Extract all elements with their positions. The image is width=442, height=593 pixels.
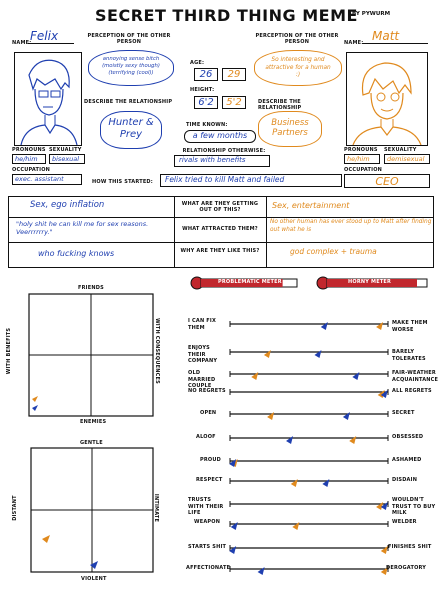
scale-right-label: BARELY TOLERATES (392, 349, 426, 362)
time-known-label: TIME KNOWN: (186, 122, 228, 128)
chart1-top-label: FRIENDS (78, 285, 104, 291)
height-right: 5'2 (222, 96, 246, 109)
scale-left-label: NO REGRETS (188, 388, 226, 394)
right-pronouns: he/him (344, 154, 380, 164)
age-right: 29 (222, 68, 246, 81)
scale-orange-marker (251, 372, 258, 380)
chart2 (30, 447, 154, 573)
qa-right-1: Sex, entertainment (272, 201, 350, 210)
scale-orange-marker (267, 412, 274, 420)
right-occupation: CEO (344, 174, 430, 188)
left-describe-label: DESCRIBE THE RELATIONSHIP (84, 99, 173, 105)
scale-left-label: PROUD (200, 457, 221, 463)
problematic-meter-label: PROBLEMATIC METER (218, 279, 282, 285)
right-sexuality-label: SEXUALITY (384, 147, 417, 153)
age-left: 26 (194, 68, 218, 81)
left-occupation-label: OCCUPATION (12, 167, 51, 173)
otherwise-label: RELATIONSHIP OTHERWISE: (182, 148, 266, 154)
scale-left-label: WEAPON (194, 519, 221, 525)
scale-left-label: ALOOF (196, 434, 216, 440)
qa-question-2: WHAT ATTRACTED THEM? (182, 226, 258, 232)
scale-right-label: DEROGATORY (386, 565, 427, 571)
left-sexuality-label: SEXUALITY (49, 147, 82, 153)
left-portrait (14, 52, 82, 146)
right-occupation-label: OCCUPATION (344, 167, 383, 173)
right-name: Matt (372, 29, 400, 43)
how-started-label: HOW THIS STARTED: (92, 179, 153, 185)
scale-blue-marker (343, 412, 350, 420)
scale-right-label: OBSESSED (392, 434, 424, 440)
left-describe: Hunter & Prey (100, 111, 162, 149)
how-started: Felix tried to kill Matt and failed (160, 174, 342, 187)
scale-right-label: MAKE THEM WORSE (392, 320, 428, 333)
qa-left-1: Sex, ego inflation (30, 200, 105, 210)
right-name-label: NAME: (344, 40, 364, 46)
scale-orange-marker (264, 350, 271, 358)
scale-right-label: WOULDN'T TRUST TO BUY MILK (392, 497, 436, 516)
scale-left-label: I CAN FIX THEM (188, 318, 216, 331)
scale-orange-marker (349, 436, 356, 444)
right-perception-label: PERCEPTION OF THE OTHER PERSON (255, 33, 339, 45)
scale-left-label: OPEN (200, 410, 217, 416)
chart1-left-label: WITH BENEFITS (6, 327, 13, 375)
time-known: a few months (184, 130, 256, 143)
page-title: SECRET THIRD THING MEME (95, 6, 358, 25)
qa-question-1: WHAT ARE THEY GETTING OUT OF THIS? (181, 201, 259, 213)
right-pronouns-label: PRONOUNS (344, 147, 378, 153)
scale-blue-marker (314, 350, 321, 358)
otherwise: rivals with benefits (174, 155, 270, 167)
scale-right-label: FAIR-WEATHER ACQUAINTANCE (392, 370, 439, 383)
scale-blue-marker (352, 372, 359, 380)
chart1-bottom-label: ENEMIES (80, 419, 107, 425)
scale-orange-marker (292, 522, 299, 530)
scale-left-label: STARTS SHIT (188, 544, 227, 550)
scale-blue-marker (286, 436, 293, 444)
chart2-right-label: INTIMATE (153, 493, 160, 523)
scale-left-label: RESPECT (196, 477, 223, 483)
scale-right-label: FINISHES SHIT (388, 544, 432, 550)
scale-left-label: OLD MARRIED COUPLE (188, 370, 216, 389)
right-portrait (346, 52, 428, 146)
chart1 (28, 293, 154, 417)
scale-right-label: ALL REGRETS (392, 388, 432, 394)
scale-left-label: ENJOYS THEIR COMPANY (188, 345, 218, 364)
chart1-right-label: WITH CONSEQUENCES (153, 318, 160, 384)
scale-blue-marker (321, 322, 328, 330)
scale-right-label: ASHAMED (392, 457, 422, 463)
qa-left-3: who fucking knows (38, 249, 115, 258)
scale-orange-marker (291, 479, 298, 487)
scale-orange-marker (376, 322, 383, 330)
scale-right-label: SECRET (392, 410, 415, 416)
scale-orange-marker (381, 546, 388, 554)
chart2-left-label: DISTANT (11, 495, 18, 521)
height-left: 6'2 (194, 96, 218, 109)
scale-blue-marker (322, 479, 329, 487)
left-name: Felix (30, 29, 59, 43)
scale-blue-marker (258, 567, 265, 575)
qa-right-3: god complex + trauma (290, 247, 377, 256)
byline: BY PYWURM (352, 11, 391, 17)
right-sexuality: demisexual (384, 154, 430, 164)
qa-right-2: No other human has ever stood up to Matt after finding out what he is (270, 219, 432, 233)
scale-left-label: TRUSTS WITH THEIR LIFE (188, 497, 224, 516)
qa-left-2: "holy shit he can kill me for sex reasons. Veerrrrrry." (16, 220, 149, 237)
horny-meter-label: HORNY METER (348, 279, 392, 285)
right-perception: So interesting and attractive for a human :) (254, 50, 342, 86)
right-describe: Business Partners (258, 111, 322, 147)
left-perception: annoying sense bitch (moistly sexy though) (terrifying (cool)) (88, 50, 174, 86)
scale-right-label: WELDER (392, 519, 417, 525)
scale-left-label: AFFECTIONATE (186, 565, 231, 571)
scale-orange-marker (376, 502, 383, 510)
scale-blue-marker (231, 522, 238, 530)
left-pronouns-label: PRONOUNS (12, 147, 46, 153)
height-label: HEIGHT: (190, 87, 215, 93)
left-occupation: exec. assistant (12, 174, 82, 185)
age-label: AGE: (190, 60, 205, 66)
left-pronouns: he/him (12, 154, 46, 164)
scale-right-label: DISDAIN (392, 477, 418, 483)
chart2-bottom-label: VIOLENT (81, 576, 107, 582)
left-perception-label: PERCEPTION OF THE OTHER PERSON (87, 33, 171, 45)
qa-question-3: WHY ARE THEY LIKE THIS? (180, 248, 260, 254)
right-describe-label: DESCRIBE THE RELATIONSHIP (258, 99, 302, 111)
left-sexuality: bisexual (49, 154, 85, 164)
left-name-label: NAME: (12, 40, 32, 46)
chart2-top-label: GENTLE (80, 440, 103, 446)
